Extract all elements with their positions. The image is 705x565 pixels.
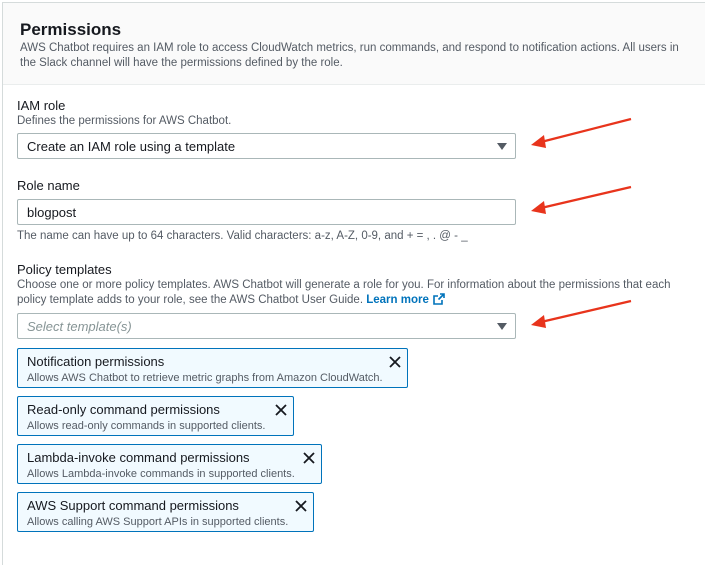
external-link-icon xyxy=(433,293,445,305)
policy-templates-select[interactable] xyxy=(17,313,516,339)
policy-templates-label: Policy templates xyxy=(17,262,112,277)
section-title: Permissions xyxy=(20,20,122,39)
learn-more-link[interactable] xyxy=(366,294,445,306)
token-title: Read-only command permissions xyxy=(27,402,220,417)
role-name-label: Role name xyxy=(17,178,80,193)
token-description: Allows calling AWS Support APIs in supported clients. xyxy=(27,516,289,528)
role-name-hint: The name can have up to 64 characters. Valid characters: a-z, A-Z, 0-9, and + = , . @ - _ xyxy=(17,230,468,242)
token-description: Allows read-only commands in supported clients. xyxy=(27,420,266,432)
policy-templates-placeholder: Select template(s) xyxy=(27,319,132,334)
iam-role-select[interactable] xyxy=(17,133,516,159)
annotation-arrow xyxy=(525,114,635,150)
policy-templates-description-text: Choose one or more policy templates. AWS Chatbot will generate a role for you. For information about the permissions that each policy template adds to your role, see the AWS Chatbot User Guide. xyxy=(17,279,671,306)
role-name-input[interactable] xyxy=(17,199,516,225)
iam-role-selected-value: Create an IAM role using a template xyxy=(27,139,236,154)
iam-role-label: IAM role xyxy=(17,98,66,113)
panel-header xyxy=(3,3,705,85)
token-title: Notification permissions xyxy=(27,354,165,369)
close-icon[interactable] xyxy=(302,451,316,465)
token-notification-permissions xyxy=(17,348,408,388)
token-aws-support-command-permissions xyxy=(17,492,314,532)
annotation-arrow xyxy=(525,183,635,219)
caret-down-icon xyxy=(497,323,507,330)
close-icon[interactable] xyxy=(274,403,288,417)
token-title: AWS Support command permissions xyxy=(27,498,239,513)
learn-more-label: Learn more xyxy=(366,294,429,306)
token-title: Lambda-invoke command permissions xyxy=(27,450,250,465)
iam-role-description: Defines the permissions for AWS Chatbot. xyxy=(17,115,232,127)
annotation-arrow xyxy=(525,297,635,333)
close-icon[interactable] xyxy=(388,355,402,369)
token-description: Allows Lambda-invoke commands in supported clients. xyxy=(27,468,295,480)
token-lambda-invoke-command-permissions xyxy=(17,444,322,484)
token-description: Allows AWS Chatbot to retrieve metric graphs from Amazon CloudWatch. xyxy=(27,372,383,384)
close-icon[interactable] xyxy=(294,499,308,513)
token-read-only-command-permissions xyxy=(17,396,294,436)
caret-down-icon xyxy=(497,143,507,150)
section-description: AWS Chatbot requires an IAM role to access CloudWatch metrics, run commands, and respond to notification actions. All users in the Slack channel will have the permissions defined by the role. xyxy=(20,42,679,69)
